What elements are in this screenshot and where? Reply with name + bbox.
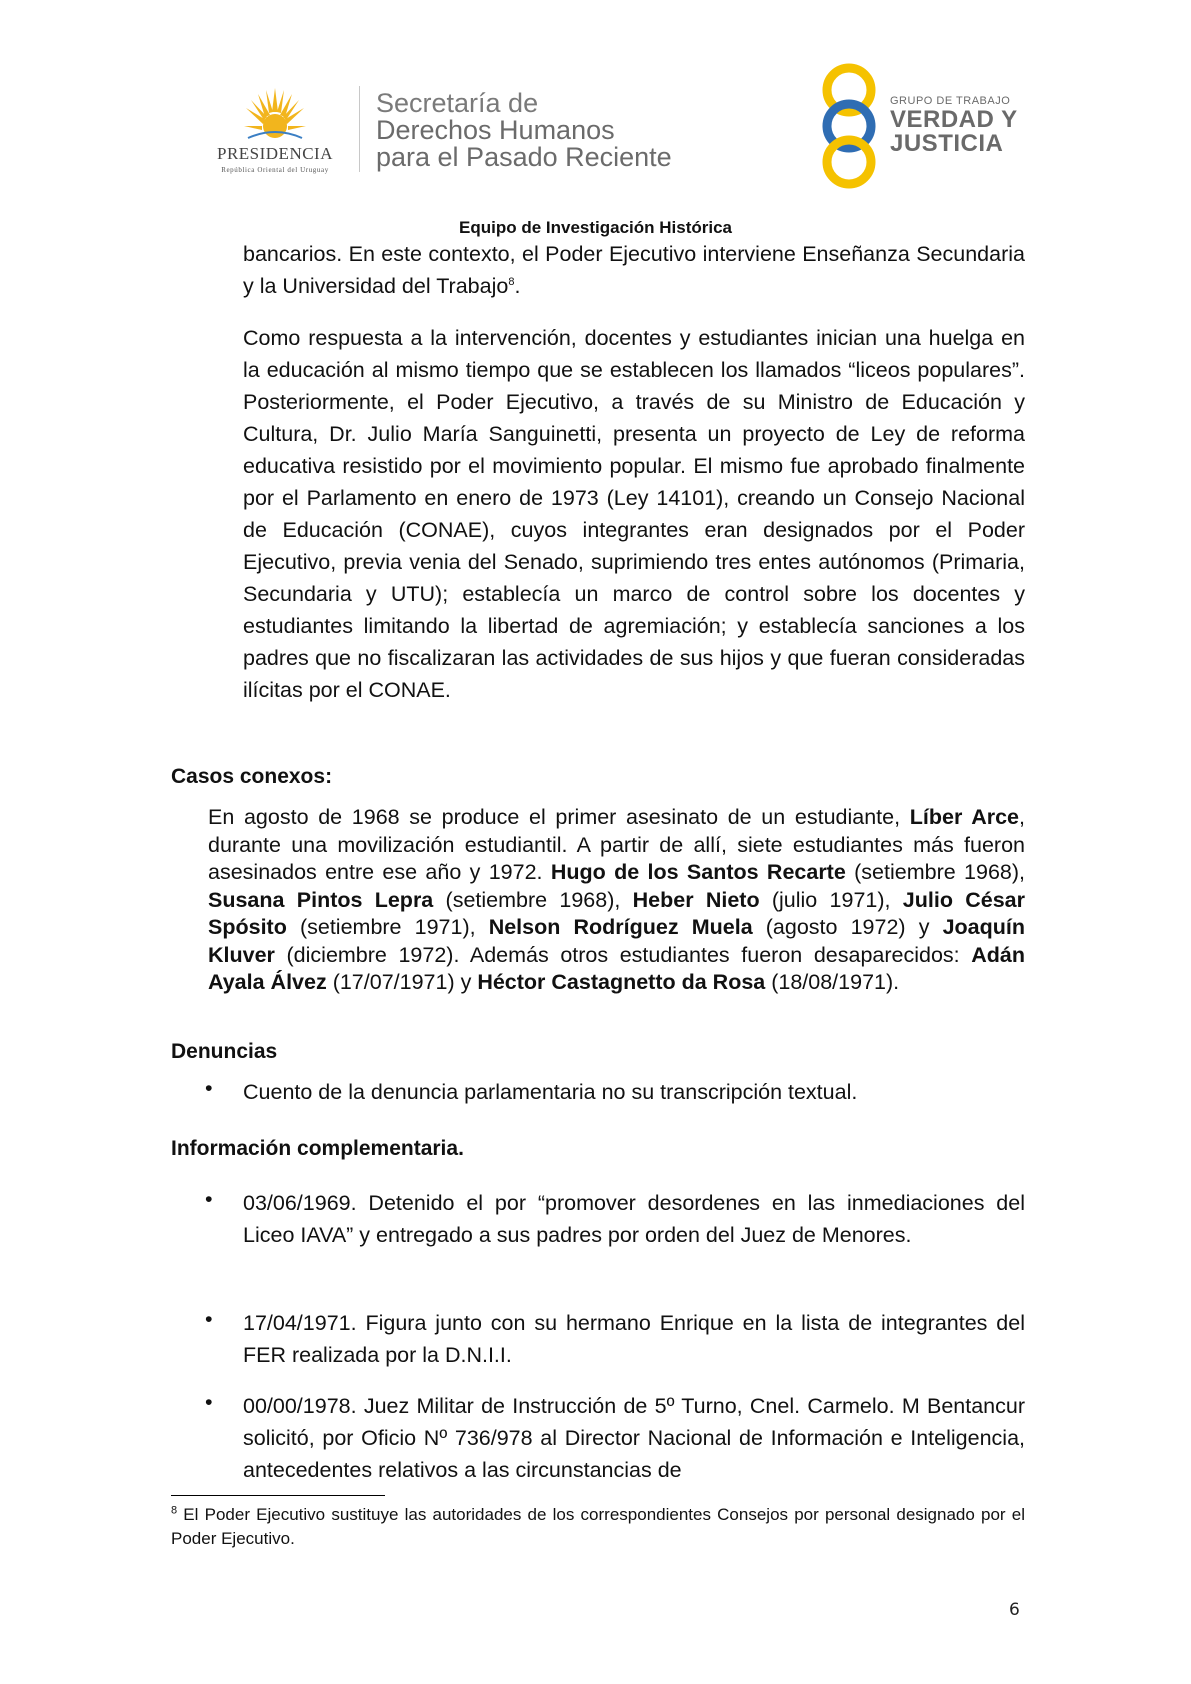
footnote-text: El Poder Ejecutivo sustituye las autoridades de los correspondientes Consejos por personal designado por el Poder Ejecutivo. [171, 1505, 1025, 1548]
denuncias-heading: Denuncias [171, 1040, 278, 1063]
student-name: Heber Nieto [632, 887, 760, 912]
casos-text: En agosto de 1968 se produce el primer asesinato de un estudiante, [208, 805, 910, 829]
footnote-separator [171, 1495, 385, 1496]
student-name: Susana Pintos Lepra [208, 887, 434, 912]
secretaria-line-1: Secretaría de [376, 88, 539, 118]
presidencia-logo [196, 86, 354, 178]
casos-text: (julio 1971), [759, 887, 903, 912]
casos-conexos-heading: Casos conexos: [171, 765, 333, 788]
casos-conexos-paragraph [208, 804, 1025, 997]
gtvj-line-2: JUSTICIA [890, 130, 1004, 157]
casos-text: (setiembre 1968), [845, 860, 1025, 884]
logo-divider [359, 86, 360, 172]
student-name: Nelson Rodríguez Muela [488, 915, 753, 939]
casos-text: (17/07/1971) y [326, 970, 478, 994]
team-title: Equipo de Investigación Histórica [459, 218, 732, 237]
info-item: 17/04/1971. Figura junto con su hermano Enrique en la lista de integrantes del FER realizada por la D.N.I.I. [243, 1311, 1025, 1367]
secretaria-line-3: para el Pasado Reciente [376, 142, 672, 172]
casos-text: , durante una movilización estudiantil. A partir de allí, siete estudiantes más fueron asesinados entre ese año y 1972. [208, 805, 1025, 884]
casos-text: (diciembre 1972). Además otros estudiantes fueron desaparecidos: [274, 942, 972, 967]
paragraph-1 [243, 238, 1025, 302]
footnote-reference[interactable]: 8 [508, 275, 515, 288]
gtvj-small-label: GRUPO DE TRABAJO [890, 95, 1011, 107]
gtvj-text [890, 95, 1018, 156]
paragraph-1-end: . [514, 274, 521, 298]
bullet-icon: • [205, 1076, 213, 1100]
gtvj-logo [813, 63, 1043, 189]
sun-emblem-icon [244, 86, 306, 144]
interlocked-rings-icon [813, 63, 885, 189]
casos-text: (setiembre 1968), [433, 887, 633, 912]
gtvj-line-1: VERDAD Y [890, 106, 1018, 133]
informacion-complementaria-heading: Información complementaria. [171, 1137, 464, 1160]
secretaria-line-2: Derechos Humanos [376, 115, 615, 145]
paragraph-2: Como respuesta a la intervención, docentes y estudiantes inician una huelga en la educación al mismo tiempo que se establecen los llamados “liceos populares”. Posteriormente, el Poder Ejecutivo, a través de su Ministro de Educación y Cultura, Dr. Julio María Sanguinetti, presenta un proyecto de Ley de reforma educativa resistido por el movimiento popular. El mismo fue aprobado finalmente por el Parlamento en enero de 1973 (Ley 14101), creando un Consejo Nacional de Educación (CONAE), cuyos integrantes eran designados por el Poder Ejecutivo, previa venia del Senado, suprimiendo tres entes autónomos (Primaria, Secundaria y UTU); establecía un marco de control sobre los docentes y estudiantes limitando la libertad de agremiación; y establecía sanciones a los padres que no fiscalizaran las actividades de sus hijos y que fueran consideradas ilícitas por el CONAE. [243, 326, 1025, 702]
denuncias-item: Cuento de la denuncia parlamentaria no su transcripción textual. [243, 1080, 858, 1104]
presidencia-name: PRESIDENCIA [216, 144, 333, 163]
student-name: Julio César Spósito [208, 887, 1025, 939]
info-item: 00/00/1978. Juez Militar de Instrucción de 5º Turno, Cnel. Carmelo. M Bentancur solicitó, por Oficio Nº 736/978 al Director Nacional de Información e Inteligencia, antecedentes relativos a las circunstancias de [243, 1394, 1025, 1482]
casos-text: (agosto 1972) y [752, 915, 943, 939]
info-item: 03/06/1969. Detenido el por “promover desordenes en las inmediaciones del Liceo IAVA” y entregado a sus padres por orden del Juez de Menores. [243, 1191, 1025, 1247]
footnote-number: 8 [171, 1504, 178, 1517]
casos-text: (18/08/1971). [765, 970, 900, 994]
student-name: Hugo de los Santos Recarte [550, 860, 846, 884]
student-name: Adán Ayala Álvez [208, 942, 1025, 994]
footnote [171, 1503, 1025, 1551]
paragraph-1-text: bancarios. En este contexto, el Poder Ejecutivo interviene Enseñanza Secundaria y la Universidad del Trabajo [243, 242, 1025, 298]
bullet-icon: • [205, 1390, 213, 1414]
student-name: Héctor Castagnetto da Rosa [477, 970, 766, 994]
bullet-icon: • [205, 1187, 213, 1211]
presidencia-subtitle: República Oriental del Uruguay [221, 166, 329, 174]
student-name: Líber Arce [909, 805, 1020, 829]
secretaria-logo-text [376, 90, 672, 171]
page-number: 6 [1009, 1600, 1020, 1620]
bullet-icon: • [205, 1307, 213, 1331]
casos-text: (setiembre 1971), [286, 915, 489, 939]
student-name: Joaquín Kluver [208, 915, 1025, 967]
